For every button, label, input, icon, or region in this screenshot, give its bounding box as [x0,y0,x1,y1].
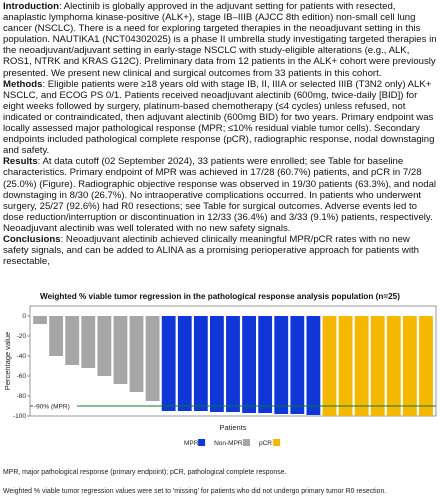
abbreviation-footnote: MPR, major pathological response (primary endpoint); pCR, pathological complete response. [3,469,287,476]
introduction-label: Introduction [3,1,59,12]
y-tick-label: -20 [16,333,26,341]
bar-pcr [339,316,353,416]
methods-label: Methods [3,78,43,90]
bar-non-mpr [146,316,160,401]
conclusions-paragraph [3,234,437,267]
y-tick-label: -80 [16,393,26,401]
bar-non-mpr [65,316,79,365]
bar-pcr [403,316,417,416]
bar-non-mpr [130,316,144,392]
bar-non-mpr [33,316,47,324]
method-footnote: Weighted % viable tumor regression values were set to 'missing' for patients who did not undergo primary tumor R0 resection. [3,488,387,495]
x-axis-label: Patients [219,423,247,432]
legend-swatch-non-mpr [243,439,250,446]
methods-paragraph [3,79,437,157]
waterfall-chart [0,292,440,462]
bar-mpr [306,316,320,415]
bar-pcr [419,316,433,416]
results-paragraph [3,156,437,234]
y-tick-label: -60 [16,373,26,381]
waterfall-figure [0,292,440,462]
legend-swatch-mpr [198,439,205,446]
bar-mpr [210,316,224,412]
y-tick-label: -40 [16,353,26,361]
y-tick-label: 0 [22,313,26,321]
bar-mpr [242,316,256,413]
abstract-text [3,1,437,267]
introduction-paragraph [3,1,437,79]
y-tick-label: -100 [12,413,26,421]
bar-pcr [387,316,401,416]
figure-title: Weighted % viable tumor regression in the pathological response analysis population (n=25) [40,292,400,301]
bar-mpr [258,316,272,413]
methods-text: : Eligible patients were ≥18 years old with stage IB, II, IIIA or selected IIIB (T3N2 only) ALK+ NSCLC, and ECOG PS 0/1. Patients received neoadjuvant alectinib (600mg, twice-daily [BID]) for eight weeks followed by surgery, platinum-based chemotherapy (≤4 cycles) unless refused, not indicated or contraindicated, then adjuvant alectinib (600mg BID) for two years. Primary endpoint was locally assessed major pathological response (MPR; ≤10% residual viable tumor cells). Secondary endpoints included pathological complete response (pCR), radiographic response, nodal downstaging and safety. [3,78,435,157]
y-axis-label: Percentage value [3,331,12,391]
bar-mpr [178,316,192,411]
conclusions-label: Conclusions [3,233,61,245]
bar-mpr [194,316,208,411]
bar-pcr [355,316,369,416]
mpr-reference-label: -90% (MPR) [34,403,70,411]
bar-mpr [162,316,176,411]
bar-non-mpr [97,316,111,376]
bar-non-mpr [114,316,128,384]
bar-pcr [323,316,337,416]
legend-label-pcr: pCR [259,440,273,447]
bar-pcr [371,316,385,416]
results-label: Results [3,156,38,168]
legend-label-non-mpr: Non-MPR [214,440,243,447]
legend-swatch-pcr [273,439,280,446]
legend-label-mpr: MPR [184,440,199,447]
results-text: : At data cutoff (02 September 2024), 33 patients were enrolled; see Table for baseline characteristics. Primary endpoint of MPR was achieved in 17/28 (60.7%) patients, and pCR in 7/28 (25.0%) (Figure). Radiographic objective response was observed in 19/30 patients (63.3%), and nodal downstaging in 8/30 (26.7%). No intraoperative complications occurred. In patients who underwent surgery, 25/27 (92.6%) had R0 resections; see Table for surgical outcomes. Adverse events led to dose reduction/interruption or discontinuation in 12/33 (36.4%) and 3/33 (9.1%) patients, respectively. Neoadjuvant alectinib was well tolerated with no new safety signals. [3,156,437,234]
bar-mpr [226,316,240,412]
bar-mpr [290,316,304,414]
bar-mpr [274,316,288,414]
conclusions-text: : Neoadjuvant alectinib achieved clinically meaningful MPR/pCR rates with no new safety signals, and can be added to ALINA as a promising perioperative approach for patients with resectable, [3,233,419,268]
introduction-text: : Alectinib is globally approved in the adjuvant setting for patients with resected, anaplastic lymphoma kinase-positive (ALK+), stage IB–IIIB (AJCC 8th edition) non-small cell lung cancer (NSCLC). There is a need for exploring targeted therapies in the neoadjuvant setting in this population. NAUTIKA1 (NCT04302025) is a phase II umbrella study investigating targeted therapies in the neoadjuvant/adjuvant setting in early-stage NSCLC with study-eligible alterations (e.g., ALK, ROS1, NTRK and KRAS G12C). Preliminary data from 12 patients in the ALK+ cohort were previously presented. We present new clinical and surgical outcomes from 33 patients in this cohort. [3,1,437,79]
bar-non-mpr [49,316,63,356]
bar-non-mpr [81,316,95,368]
